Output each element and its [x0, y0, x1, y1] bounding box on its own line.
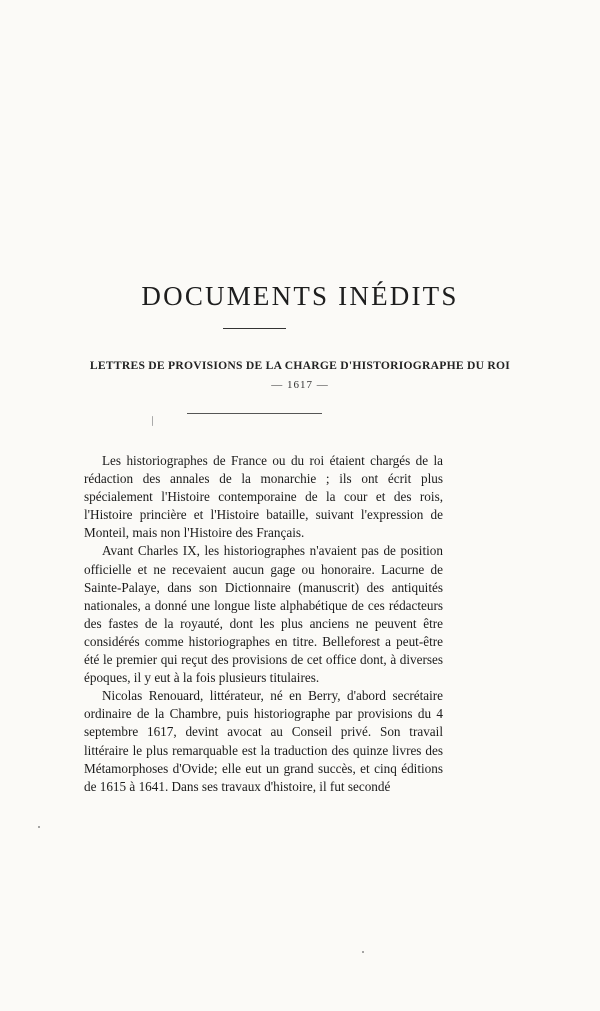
document-year: — 1617 —: [271, 379, 329, 391]
body-text: [84, 452, 443, 796]
ink-speck: [152, 416, 153, 426]
section-divider: [187, 413, 322, 414]
ink-speck: [38, 826, 40, 828]
paragraph: Avant Charles IX, les historiographes n'avaient pas de position officielle et ne recevaient aucun gage ou honoraire. Lacurne de Sainte-Palaye, dans son Dictionnaire (manuscrit) des antiquités nationales, a donné une longue liste alphabétique de ces rédacteurs des fastes de la royauté, dont les plus anciens ne peuvent être considérés comme historiographes en titre. Belleforest a peut-être été le premier qui reçut des provisions de cet office dont, à diverses époques, il y eut à la fois plusieurs titulaires.: [84, 543, 443, 686]
paragraph: Les historiographes de France ou du roi étaient chargés de la rédaction des annales de la monarchie ; ils ont écrit plus spécialement l'Histoire contemporaine de la cour et des rois, l'Histoire princière et l'Histoire bataille, suivant l'expression de Monteil, mais non l'Histoire des Français.: [84, 453, 443, 541]
title-divider: [223, 328, 286, 329]
ink-speck: [362, 951, 364, 953]
paragraph: Nicolas Renouard, littérateur, né en Berry, d'abord secrétaire ordinaire de la Chambre, puis historiographe par provisions du 4 septembre 1617, devint avocat au Conseil privé. Son travail littéraire le plus remarquable est la traduction des quinze livres des Métamorphoses d'Ovide; elle eut un grand succès, et cinq éditions de 1615 à 1641. Dans ses travaux d'histoire, il fut secondé: [84, 688, 443, 794]
page-title: DOCUMENTS INÉDITS: [141, 281, 459, 311]
document-subtitle: LETTRES DE PROVISIONS DE LA CHARGE D'HISTORIOGRAPHE DU ROI: [89, 359, 511, 372]
